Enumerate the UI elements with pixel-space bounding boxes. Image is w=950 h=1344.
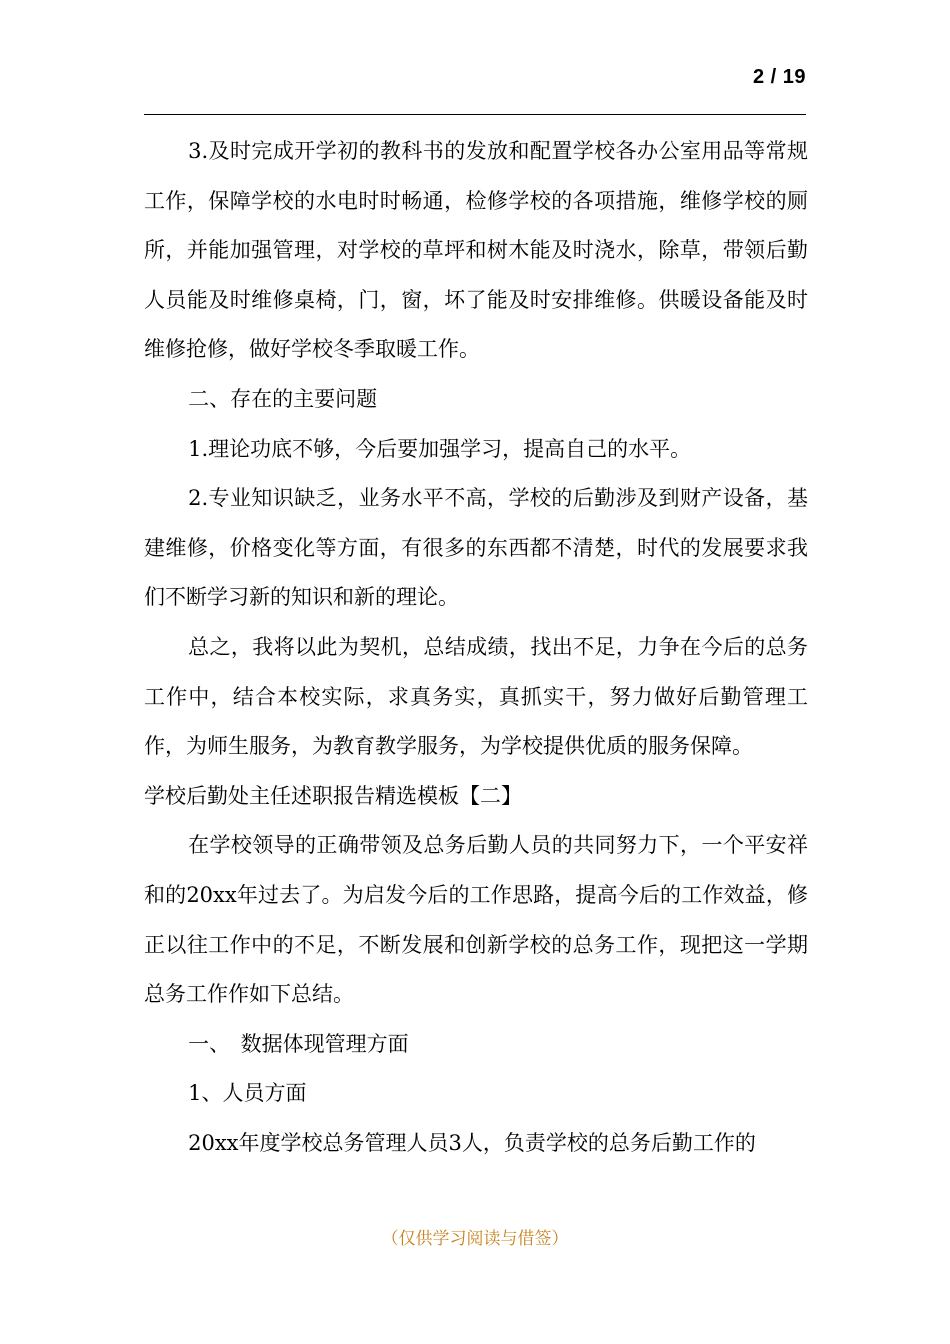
document-subtitle: 学校后勤处主任述职报告精选模板【二】 (144, 783, 522, 808)
paragraph-conclusion: 总之，我将以此为契机，总结成绩，找出不足，力争在今后的总务工作中，结合本校实际，求真务实，真抓实干，努力做好后勤管理工作，为师生服务，为教育教学服务，为学校提供优质的服务保障。 (144, 634, 808, 759)
section-heading-data-management: 一、 数据体现管理方面 (188, 1031, 409, 1056)
document-body (144, 127, 808, 1168)
paragraph-introduction: 在学校领导的正确带领及总务后勤人员的共同努力下，一个平安祥和的20xx年过去了。为启发今后的工作思路，提高今后的工作效益，修正以往工作中的不足，不断发展和创新学校的总务工作，现把这一学期总务工作作如下总结。 (144, 833, 808, 1007)
paragraph-problem-knowledge: 2.专业知识缺乏，业务水平不高，学校的后勤涉及到财产设备，基建维修，价格变化等方面，有很多的东西都不清楚，时代的发展要求我们不断学习新的知识和新的理论。 (144, 486, 808, 610)
paragraph-problem-theory: 1.理论功底不够，今后要加强学习，提高自己的水平。 (188, 436, 692, 461)
paragraph-maintenance-work: 3.及时完成开学初的教科书的发放和配置学校各办公室用品等常规工作，保障学校的水电时时畅通，检修学校的各项措施，维修学校的厕所，并能加强管理，对学校的草坪和树木能及时浇水，除草，带领后勤人员能及时维修桌椅，门，窗，坏了能及时安排维修。供暖设备能及时维修抢修，做好学校冬季取暖工作。 (144, 139, 808, 362)
footer-note: （仅供学习阅读与借签） (381, 1229, 569, 1249)
section-heading-main-problems: 二、存在的主要问题 (188, 386, 378, 411)
subsection-heading-personnel: 1、人员方面 (188, 1081, 307, 1106)
page-number: 2 / 19 (752, 66, 806, 88)
header-divider (144, 114, 806, 115)
paragraph-personnel: 20xx年度学校总务管理人员3人，负责学校的总务后勤工作的 (188, 1130, 756, 1155)
